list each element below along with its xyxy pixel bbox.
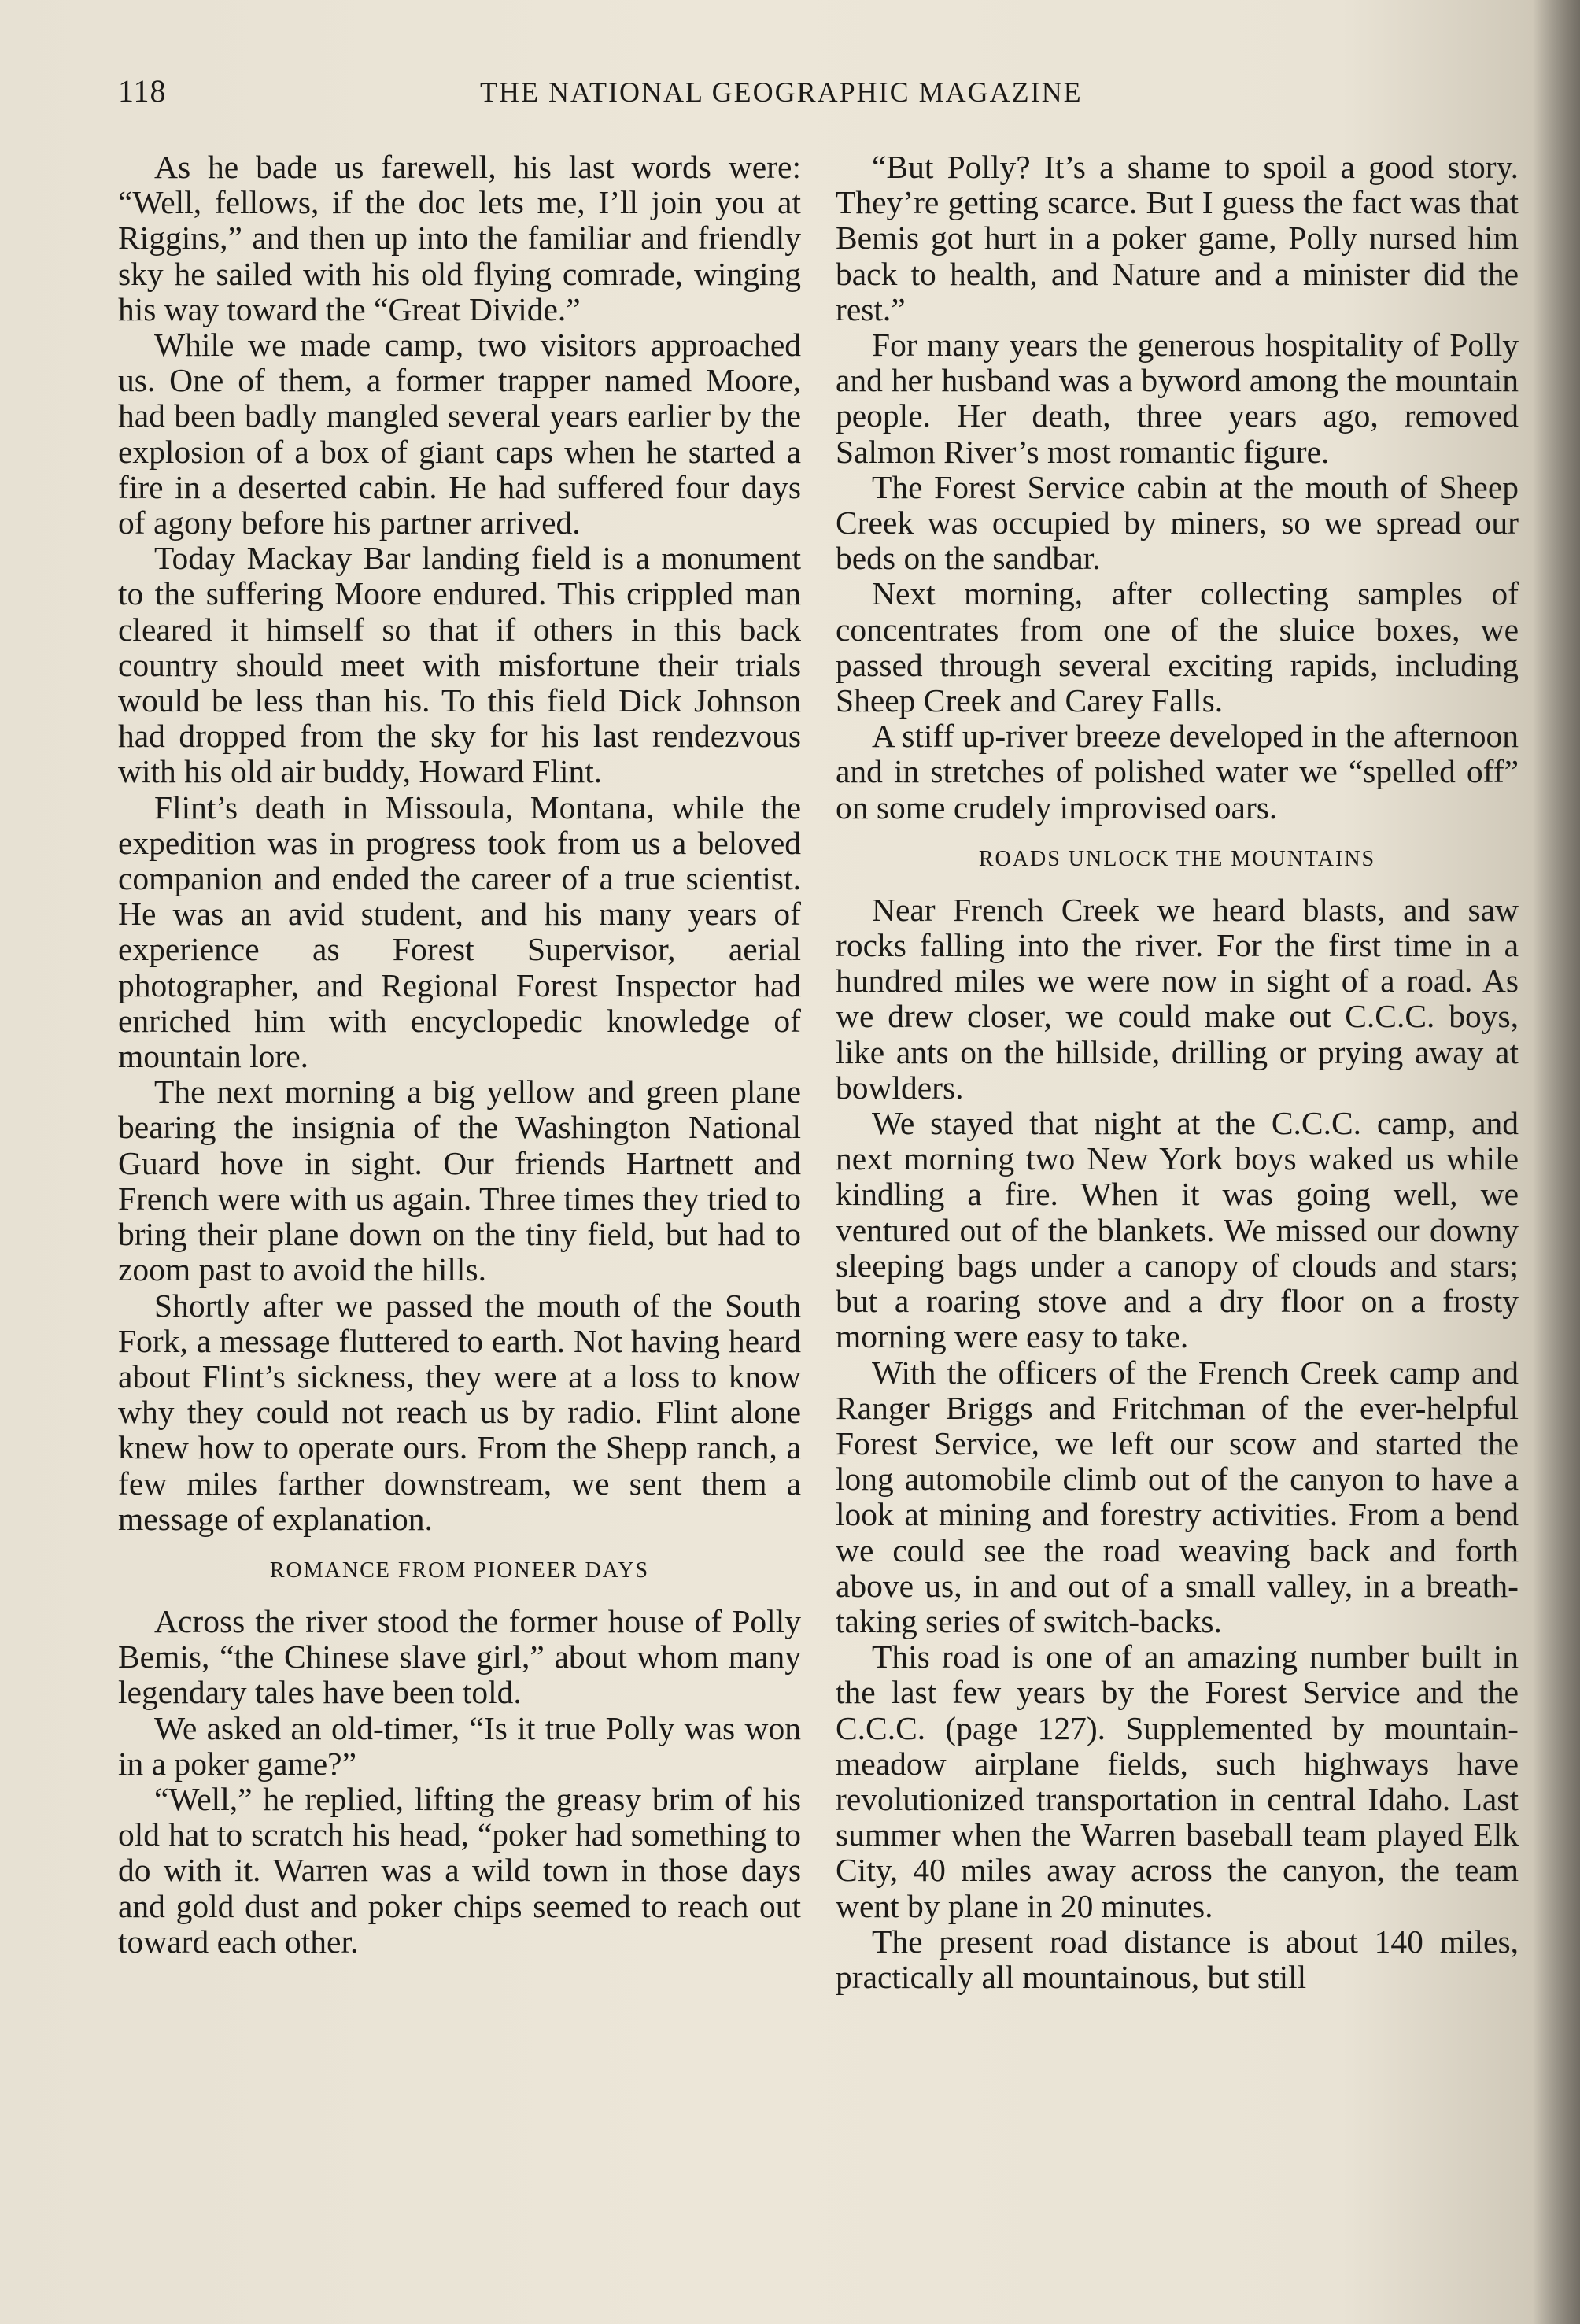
paragraph: We stayed that night at the C.C.C. camp, and next morning two New York boys waked us while kindling a fire. When it was going well, we ventured out of the blankets. We missed our downy sleeping bags under a canopy of clouds and stars; but a roaring stove and a dry floor on a frosty morning were easy to take. (836, 1105, 1519, 1355)
paragraph: We asked an old-timer, “Is it true Polly was won in a poker game?” (118, 1709, 801, 1782)
paragraph: Today Mackay Bar landing field is a monument to the suffering Moore endured. This crippled man cleared it himself so that if others in this back country should meet with misfortune their trials would be less than his. To this field Dick Johnson had dropped from the sky for his last rendezvous with his old air buddy, Howard Flint. (118, 540, 801, 790)
paragraph: The present road distance is about 140 miles, practically all mountainous, but still (836, 1923, 1519, 1995)
page-header (118, 72, 1511, 120)
paragraph: This road is one of an amazing number built in the last few years by the Forest Service and the C.C.C. (page 127). Supplemented by mountain-meadow airplane fields, such highways have revolutionized transportation in central Idaho. Last summer when the Warren baseball team played Elk City, 40 miles away across the canyon, the team went by plane in 20 minutes. (836, 1639, 1519, 1924)
page-edge-shadow (1533, 0, 1580, 2324)
paragraph: “But Polly? It’s a shame to spoil a good story. They’re getting scarce. But I guess the fact was that Bemis got hurt in a poker game, Polly nursed him back to health, and Nature and a minister did the rest.” (836, 149, 1519, 327)
paragraph: “Well,” he replied, lifting the greasy brim of his old hat to scratch his head, “poker had something to do with it. Warren was a wild town in those days and gold dust and poker chips seemed to reach out toward each other. (118, 1780, 801, 1960)
paragraph: With the officers of the French Creek camp and Ranger Briggs and Fritchman of the ever-helpful Forest Service, we left our scow and started the long automobile climb out of the canyon to have a look at mining and forestry activities. From a bend we could see the road weaving back and forth above us, in and out of a small valley, in a breath-taking series of switch-backs. (836, 1354, 1519, 1639)
left-column (118, 150, 801, 1960)
paragraph: The Forest Service cabin at the mouth of Sheep Creek was occupied by miners, so we spread our beds on the sandbar. (836, 468, 1519, 577)
paragraph: Across the river stood the former house of Polly Bemis, “the Chinese slave girl,” about whom many legendary tales have been told. (118, 1602, 801, 1711)
paragraph: A stiff up-river breeze developed in the afternoon and in stretches of polished water we “spelled off” on some crudely improvised oars. (836, 718, 1519, 826)
paragraph: The next morning a big yellow and green plane bearing the insignia of the Washington National Guard hove in sight. Our friends Hartnett and French were with us again. Three times they tried to bring their plane down on the tiny field, but had to zoom past to avoid the hills. (118, 1073, 801, 1288)
paragraph: Flint’s death in Missoula, Montana, while the expedition was in progress took from us a beloved companion and ended the career of a true scientist. He was an avid student, and his many years of experience as Forest Supervisor, aerial photographer, and Regional Forest Inspector had enriched him with encyclopedic knowledge of mountain lore. (118, 789, 801, 1075)
paragraph: Shortly after we passed the mouth of the South Fork, a message fluttered to earth. Not having heard about Flint’s sickness, they were at a loss to know why they could not reach us by radio. Flint alone knew how to operate ours. From the Shepp ranch, a few miles farther downstream, we sent them a message of explanation. (118, 1287, 801, 1537)
paragraph: For many years the generous hospitality of Polly and her husband was a byword among the mountain people. Her death, three years ago, removed Salmon River’s most romantic figure. (836, 327, 1519, 470)
section-heading: ROADS UNLOCK THE MOUNTAINS (978, 846, 1376, 871)
paragraph: Next morning, after collecting samples of concentrates from one of the sluice boxes, we passed through several exciting rapids, including Sheep Creek and Carey Falls. (836, 575, 1519, 719)
section-heading: ROMANCE FROM PIONEER DAYS (269, 1557, 650, 1583)
paragraph: As he bade us farewell, his last words were: “Well, fellows, if the doc lets me, I’ll join you at Riggins,” and then up into the familiar and friendly sky he sailed with his old flying comrade, winging his way toward the “Great Divide.” (118, 149, 801, 327)
paragraph: Near French Creek we heard blasts, and saw rocks falling into the river. For the first time in a hundred miles we were now in sight of a road. As we drew closer, we could make out C.C.C. boys, like ants on the hillside, drilling or prying away at bowlders. (836, 891, 1519, 1106)
page-number: 118 (118, 73, 167, 109)
paragraph: While we made camp, two visitors approached us. One of them, a former trapper named Moore, had been badly mangled several years earlier by the explosion of a box of giant caps when he started a fire in a deserted cabin. He had suffered four days of agony before his partner arrived. (118, 327, 801, 541)
right-column (836, 150, 1519, 1995)
running-head: THE NATIONAL GEOGRAPHIC MAGAZINE (480, 76, 1083, 108)
